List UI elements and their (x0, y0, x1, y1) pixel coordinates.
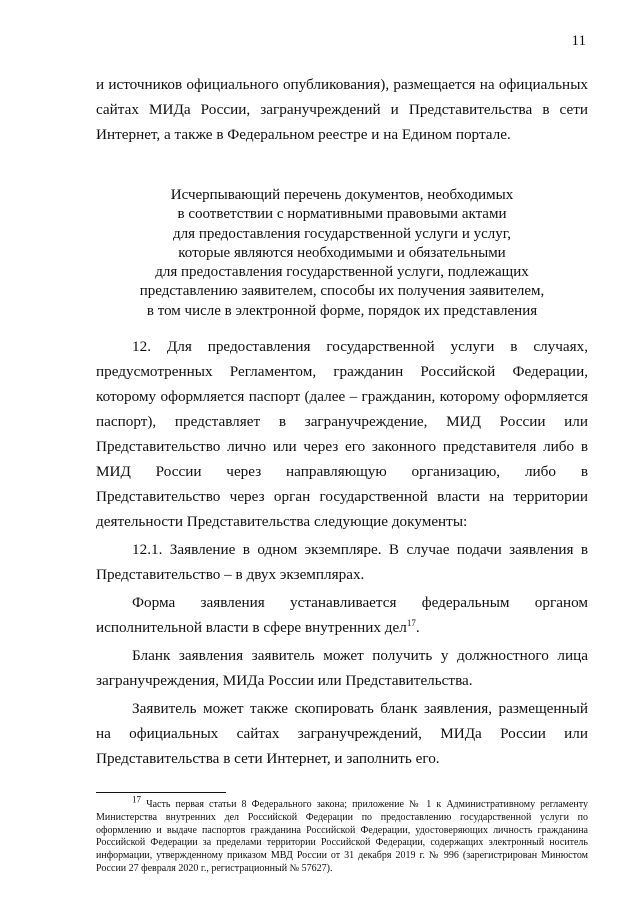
page-number: 11 (571, 33, 586, 49)
heading-line: которые являются необходимыми и обязательными (178, 244, 506, 261)
section-heading (96, 186, 588, 321)
footnote-text: Часть первая статьи 8 Федерального закона; приложение № 1 к Административному регламенту Министерства внутренних дел Российской Федерации по предоставлению государственной услуги по оформлению и выдаче паспортов гражданина Российской Федерации, удостоверяющих личность гражданина Российской Федерации за пределами территории Российской Федерации, содержащих электронный носитель информации, утвержденному приказом МВД России от 31 декабря 2019 г. № 996 (зарегистрирован Минюстом России 27 февраля 2020 г., регистрационный № 57627). (96, 799, 588, 874)
paragraph-12: 12. Для предоставления государственной услуги в случаях, предусмотренных Регламентом, гражданин Российской Федерации, которому оформляется паспорт (далее – гражданин, которому оформляется паспорт), представляет в загранучреждение, МИД России или Представительство лично или через его законного представителя либо в МИД России через направляющую организацию, либо в Представительство через орган государственной власти на территории деятельности Представительства следующие документы: (96, 338, 588, 530)
heading-line: для предоставления государственной услуги, подлежащих (155, 264, 529, 281)
heading-line: для предоставления государственной услуги и услуг, (173, 225, 511, 242)
blank-paragraph: Бланк заявления заявитель может получить у должностного лица загранучреждения, МИДа России или Представительства. (96, 647, 588, 689)
paragraph-12-1: 12.1. Заявление в одном экземпляре. В случае подачи заявления в Представительство – в двух экземплярах. (96, 541, 588, 583)
copy-paragraph: Заявитель может также скопировать бланк заявления, размещенный на официальных сайтах загранучреждений, МИДа России или Представительства в сети Интернет, и заполнить его. (96, 700, 588, 767)
footnote-divider (96, 792, 226, 793)
form-paragraph-text: Форма заявления устанавливается федеральным органом исполнительной власти в сфере внутренних дел (96, 594, 588, 636)
footnote-ref: 17 (406, 617, 416, 628)
main-body (96, 334, 588, 774)
footnote-marker: 17 (132, 794, 141, 805)
heading-line: в соответствии с нормативными правовыми актами (177, 206, 507, 223)
form-paragraph (96, 590, 588, 640)
form-paragraph-end: . (415, 619, 420, 636)
heading-line: Исчерпывающий перечень документов, необходимых (170, 187, 514, 203)
heading-line: представлению заявителем, способы их получения заявителем, (139, 283, 545, 300)
intro-paragraph (96, 72, 588, 150)
heading-line: в том числе в электронной форме, порядок их представления (146, 302, 538, 319)
intro-paragraph-text: и источников официального опубликования), размещается на официальных сайтах МИДа России, загранучреждений и Представительства в сети Интернет, а также в Федеральном реестре и на Едином портале. (96, 76, 588, 143)
footnote (96, 794, 588, 876)
